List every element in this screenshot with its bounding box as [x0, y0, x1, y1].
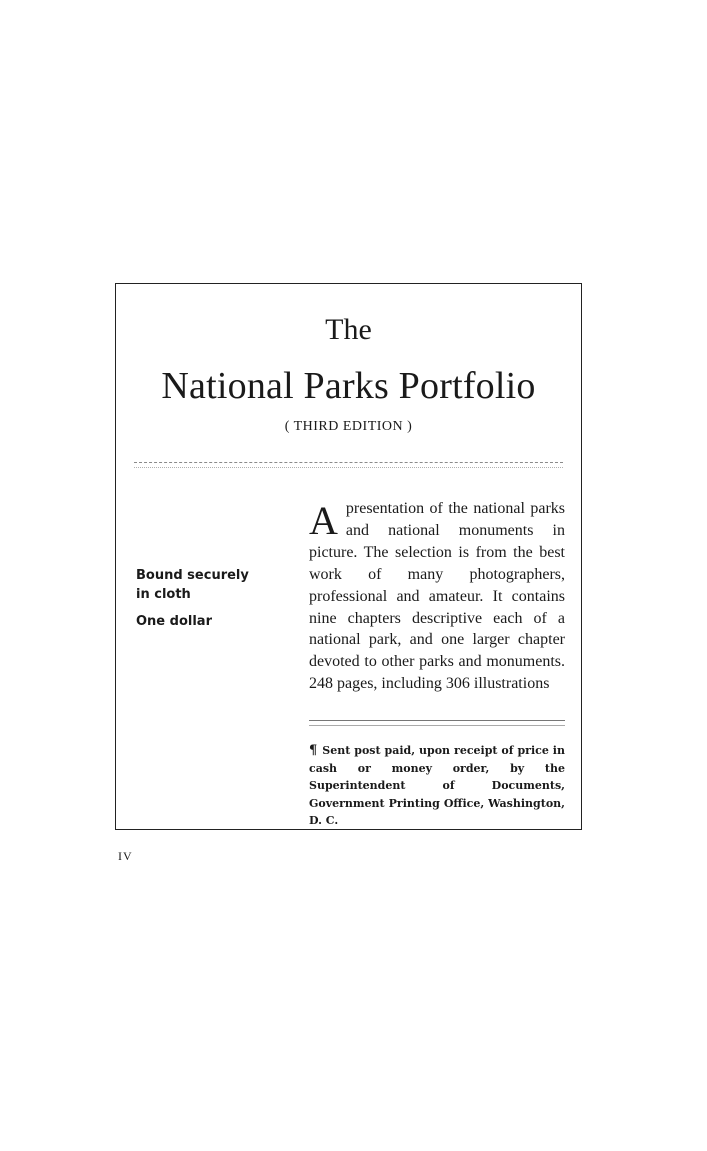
title-divider-secondary: [134, 467, 563, 468]
pilcrow-icon: ¶: [309, 743, 318, 758]
description-text: presentation of the national parks and national monuments in picture. The selection is from the best work of many photographers, professional and amateur. It contains nine chapters descriptive each of a national park, and one larger chapter devoted to other parks and monuments. 248 pages, including 306 illustrations: [309, 500, 565, 693]
page-number: IV: [118, 849, 133, 863]
order-text: Sent post paid, upon receipt of price in cash or money order, by the Superintendent of Documents, Government Printing Office, Washington, D. C.: [309, 744, 565, 827]
title-the: The: [325, 313, 372, 346]
advertisement-box: [115, 283, 582, 830]
binding-line-1: Bound securely: [136, 568, 249, 583]
description-rule: [309, 720, 565, 721]
book-title: National Parks Portfolio: [161, 365, 536, 407]
description-rule-secondary: [309, 725, 565, 726]
binding-price-note: [136, 566, 296, 631]
edition-label: ( THIRD EDITION ): [284, 419, 413, 434]
binding-line-2: in cloth: [136, 587, 191, 602]
drop-cap: A: [309, 498, 338, 543]
price-text: One dollar: [136, 614, 212, 629]
order-instructions: [309, 742, 565, 830]
title-divider: [134, 462, 563, 463]
book-description: [309, 498, 565, 695]
